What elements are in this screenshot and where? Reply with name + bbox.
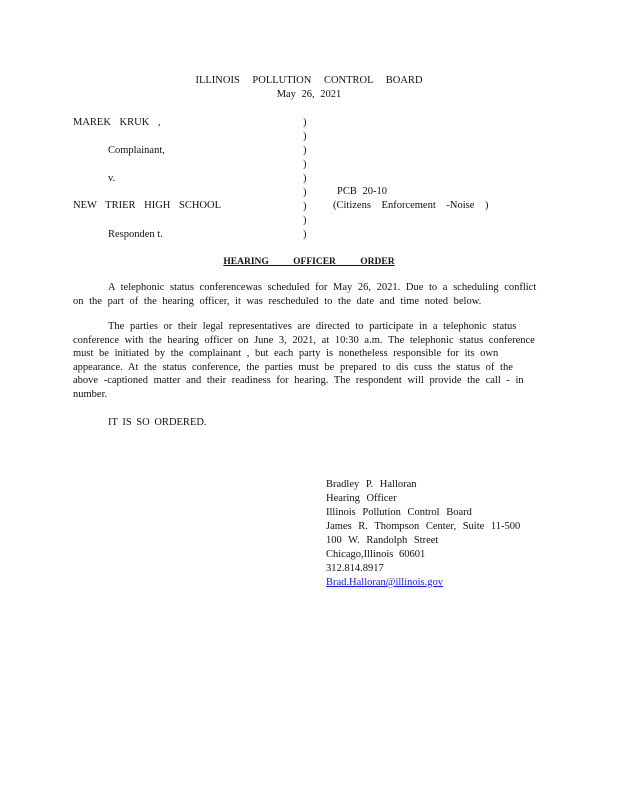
signer-address-2: 100 W. Randolph Street [326, 535, 439, 546]
closing-statement: IT IS SO ORDERED. [108, 417, 207, 428]
body-paragraph-2: The parties or their legal representatives are directed to participate in a telephonic status conference with the hearing officer on June 3, 2021, at 10:30 a.m. The telephonic status conference must be initiated by the complainant , but each party is nonetheless responsible for its own appearance. At the status conference, the parties must be prepared to dis cuss the status of the above -captioned matter and their readiness for hearing. The respondent will provide the call - in number. [73, 321, 535, 400]
complainant-name: MAREK KRUK , [73, 117, 161, 128]
case-type: (Citizens Enforcement -Noise ) [333, 200, 489, 211]
signer-city: Chicago,Illinois 60601 [326, 549, 426, 560]
signer-org: Illinois Pollution Control Board [326, 507, 472, 518]
caption-paren: ) [303, 215, 307, 226]
signer-title: Hearing Officer [326, 493, 397, 504]
order-date: May 26, 2021 [276, 89, 342, 100]
signer-email-link[interactable]: Brad.Halloran@illinois.gov [326, 577, 443, 588]
board-name: ILLINOIS POLLUTION CONTROL BOARD [195, 75, 423, 86]
caption-paren: ) [303, 131, 307, 142]
caption-paren: ) [303, 229, 307, 240]
caption-paren: ) [303, 187, 307, 198]
case-number: PCB 20-10 [337, 186, 387, 197]
signer-address-1: James R. Thompson Center, Suite 11-500 [326, 521, 521, 532]
caption-paren: ) [303, 145, 307, 156]
signer-phone: 312.814.8917 [326, 563, 384, 574]
respondent-name: NEW TRIER HIGH SCHOOL [73, 200, 221, 211]
order-title: HEARING OFFICER ORDER [223, 257, 395, 267]
respondent-role: Responden t. [108, 229, 163, 240]
signer-name: Bradley P. Halloran [326, 479, 417, 490]
caption-paren: ) [303, 201, 307, 212]
body-paragraph-1: A telephonic status conferencewas scheduled for May 26, 2021. Due to a scheduling conflict on the part of the hearing officer, it was rescheduled to the date and time noted below. [73, 282, 537, 307]
complainant-role: Complainant, [108, 145, 165, 156]
versus-label: v. [108, 173, 116, 184]
caption-paren: ) [303, 117, 307, 128]
caption-paren: ) [303, 159, 307, 170]
caption-paren: ) [303, 173, 307, 184]
